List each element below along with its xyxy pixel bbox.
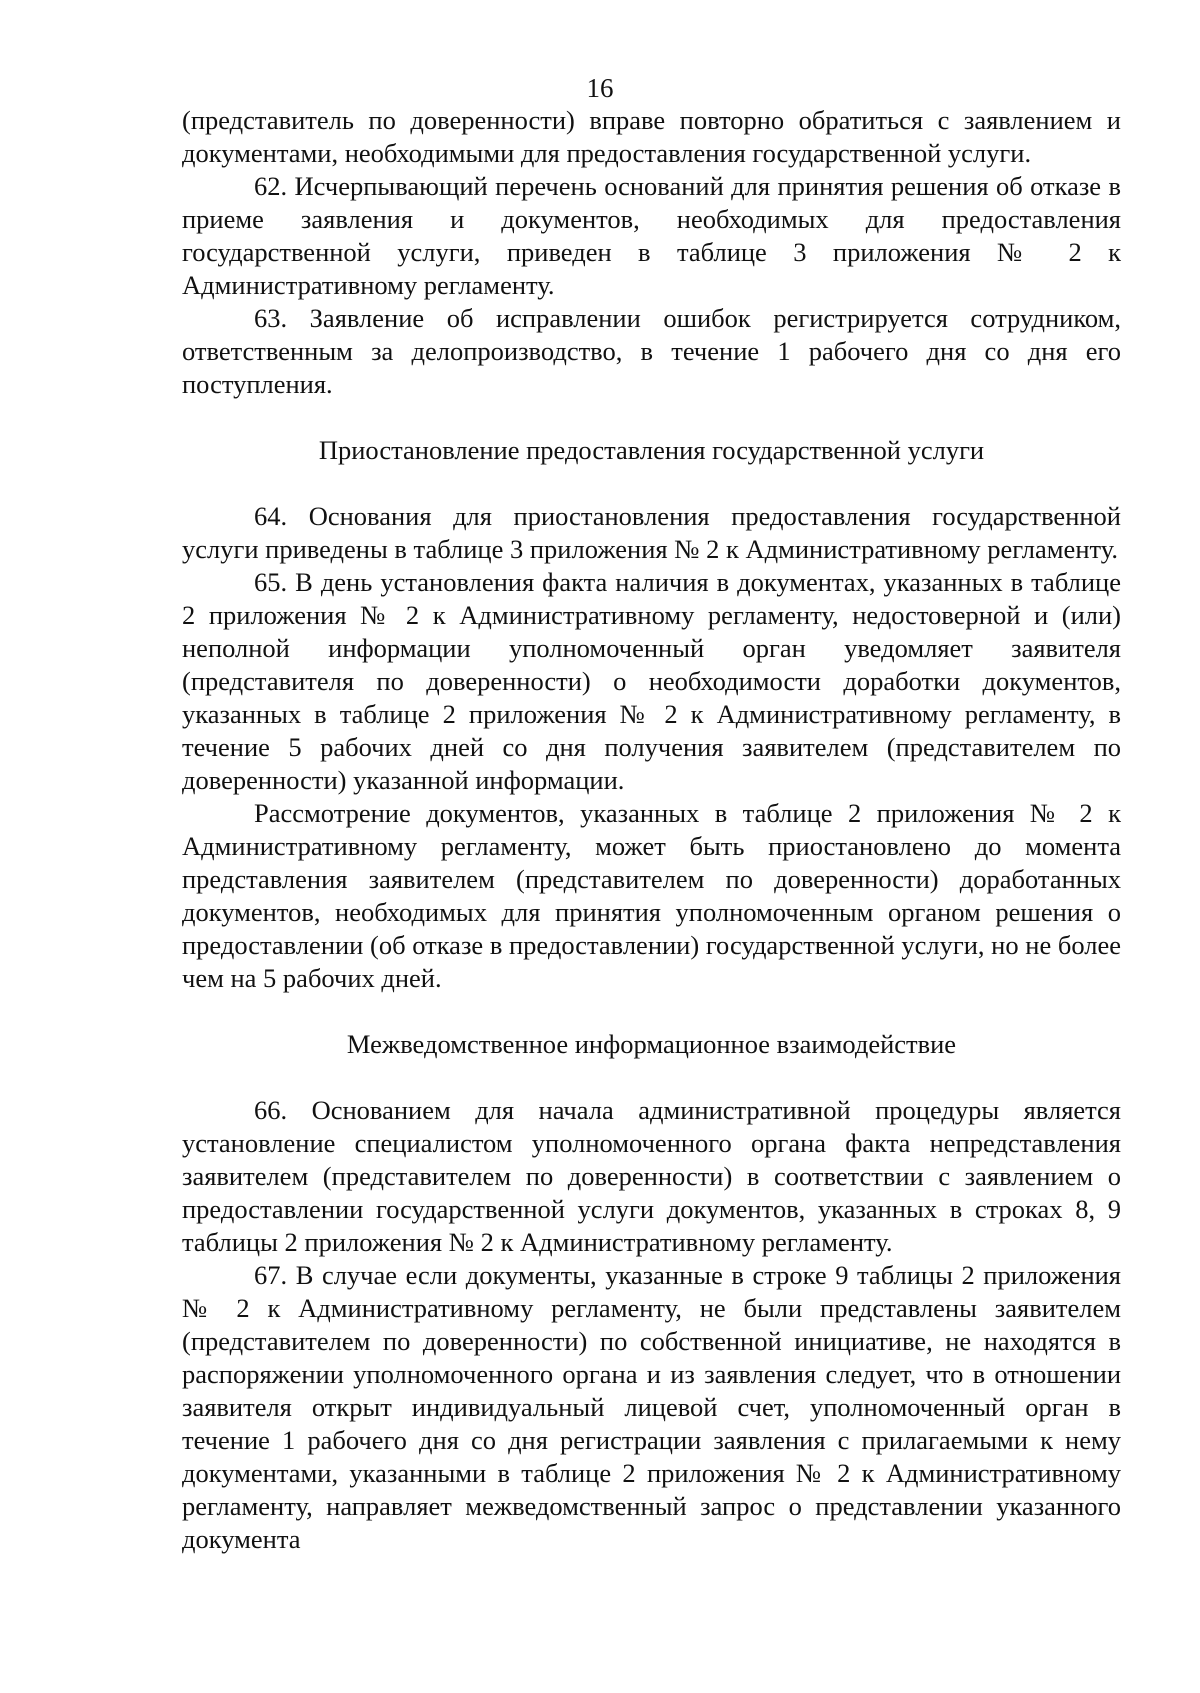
- section-heading-interagency: Межведомственное информационное взаимодействие: [346, 1029, 957, 1059]
- paragraph-62: 62. Исчерпывающий перечень оснований для принятия решения об отказе в приеме заявления и документов, необходимых для предоставления государственной услуги, приведен в таблице 3 приложения № 2 к Административному регламенту.: [182, 171, 1121, 300]
- paragraph-65: 65. В день установления факта наличия в документах, указанных в таблице 2 приложения № 2 к Административному регламенту, недостоверной и (или) неполной информации уполномоченный орган уведомляет заявителя (представителя по доверенности) о необходимости доработки документов, указанных в таблице 2 приложения № 2 к Административному регламенту, в течение 5 рабочих дней со дня получения заявителем (представителем по доверенности) указанной информации.: [182, 567, 1121, 795]
- paragraph-65-continued: Рассмотрение документов, указанных в таблице 2 приложения № 2 к Административному регламенту, может быть приостановлено до момента представления заявителем (представителем по доверенности) доработанных документов, необходимых для принятия уполномоченным органом решения о предоставлении (об отказе в предоставлении) государственной услуги, но не более чем на 5 рабочих дней.: [182, 798, 1121, 993]
- paragraph-66: 66. Основанием для начала административной процедуры является установление специалистом уполномоченного органа факта непредставления заявителем (представителем по доверенности) в соответствии с заявлением о предоставлении государственной услуги документов, указанных в строках 8, 9 таблицы 2 приложения № 2 к Административному регламенту.: [182, 1095, 1121, 1257]
- paragraph-continuation: (представитель по доверенности) вправе повторно обратиться с заявлением и документами, необходимыми для предоставления государственной услуги.: [182, 105, 1121, 168]
- section-heading-suspension: Приостановление предоставления государственной услуги: [318, 435, 985, 465]
- paragraph-64: 64. Основания для приостановления предоставления государственной услуги приведены в таблице 3 приложения № 2 к Административному регламенту.: [182, 501, 1121, 564]
- document-body: [182, 104, 1121, 1556]
- page-number: 16: [586, 73, 614, 103]
- paragraph-63: 63. Заявление об исправлении ошибок регистрируется сотрудником, ответственным за делопроизводство, в течение 1 рабочего дня со дня его поступления.: [182, 303, 1121, 399]
- paragraph-67: 67. В случае если документы, указанные в строке 9 таблицы 2 приложения № 2 к Административному регламенту, не были представлены заявителем (представителем по доверенности) по собственной инициативе, не находятся в распоряжении уполномоченного органа и из заявления следует, что в отношении заявителя открыт индивидуальный лицевой счет, уполномоченный орган в течение 1 рабочего дня со дня регистрации заявления с прилагаемыми к нему документами, указанными в таблице 2 приложения № 2 к Административному регламенту, направляет межведомственный запрос о представлении указанного документа: [182, 1260, 1121, 1554]
